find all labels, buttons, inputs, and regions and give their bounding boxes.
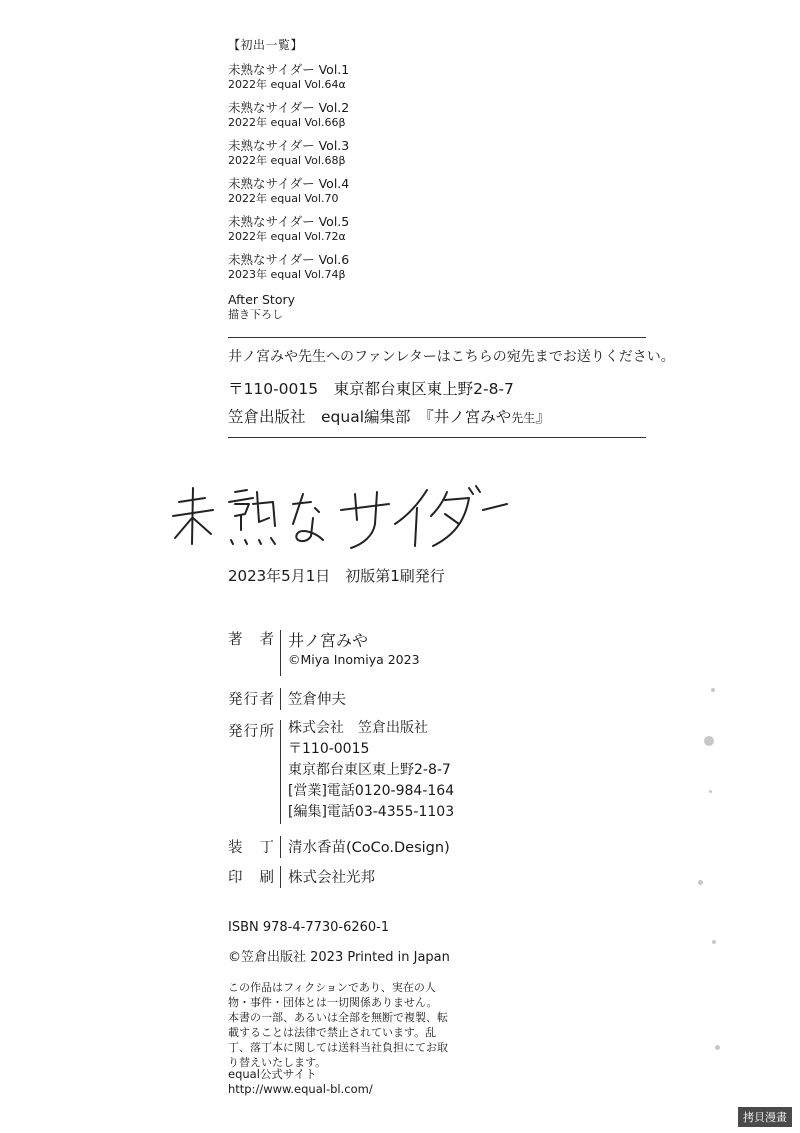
chapter-publication: 2022年 equal Vol.70 (228, 192, 339, 205)
publisher-line: [営業]電話0120-984-164 (288, 783, 455, 799)
list-item (228, 252, 488, 290)
isbn: ISBN 978-4-7730-6260-1 (228, 920, 390, 935)
credit-author (288, 628, 420, 667)
list-item (228, 176, 488, 214)
scan-speck (715, 1045, 720, 1050)
fan-letter-destination (228, 405, 551, 427)
release-date: 2023年5月1日 初版第1刷発行 (228, 567, 445, 585)
scan-speck (704, 736, 714, 746)
fan-letter-destination-main: 笠倉出版社 equal編集部 『井ノ宮みや (228, 408, 512, 426)
chapter-title: 未熟なサイダー Vol.6 (228, 252, 350, 267)
watermark: 拷貝漫畫 (738, 1107, 792, 1127)
fan-letter-destination-close: 』 (535, 408, 551, 426)
title-logo-art (165, 474, 510, 554)
credit-label: 装 丁 (228, 840, 274, 856)
credit-publisher (288, 718, 454, 823)
chapter-title: 未熟なサイダー Vol.2 (228, 100, 350, 115)
credit-label: 著 者 (228, 632, 274, 648)
after-story-note: 描き下ろし (228, 308, 283, 321)
official-site-label: equal公式サイト (228, 1067, 317, 1081)
credit-separator (280, 720, 281, 824)
scan-speck (709, 790, 712, 793)
publisher-line: [編集]電話03-4355-1103 (288, 804, 455, 820)
author-name: 井ノ宮みや (288, 631, 369, 650)
list-item (228, 214, 488, 252)
credit-print: 株式会社光邦 (288, 870, 375, 886)
credit-separator (280, 836, 281, 858)
author-copyright: ©Miya Inomiya 2023 (288, 652, 420, 667)
chapter-title: 未熟なサイダー Vol.3 (228, 138, 350, 153)
scan-speck (698, 880, 703, 885)
title-logo (165, 474, 510, 554)
copyright-line: ©笠倉出版社 2023 Printed in Japan (228, 950, 450, 965)
chapter-publication: 2022年 equal Vol.68β (228, 154, 346, 167)
credit-label: 発行所 (228, 724, 274, 740)
chapter-publication: 2023年 equal Vol.74β (228, 268, 346, 281)
chapter-title: 未熟なサイダー Vol.4 (228, 176, 350, 191)
disclaimer: この作品はフィクションであり、実在の人物・事件・団体とは一切関係ありません。本書の一部、あるいは全部を無断で複製、転載することは法律で禁止されています。乱丁、落丁本に関しては送料当社負担にてお取り替えいたします。 (228, 981, 448, 1069)
chapter-title: 未熟なサイダー Vol.5 (228, 214, 350, 229)
credit-label: 印 刷 (228, 870, 274, 886)
divider-top (228, 337, 646, 338)
list-item (228, 62, 488, 100)
publisher-line: 〒110-0015 (288, 741, 370, 757)
credit-separator (280, 630, 281, 676)
divider-bottom (228, 437, 646, 438)
chapter-publication: 2022年 equal Vol.72α (228, 230, 346, 243)
fan-letter-address: 〒110-0015 東京都台東区東上野2-8-7 (228, 380, 514, 398)
fan-letter-destination-honorific: 先生 (511, 411, 536, 425)
first-appearance-list (228, 62, 488, 330)
scan-speck (711, 688, 715, 692)
first-appearance-heading: 【初出一覧】 (228, 38, 304, 52)
credit-label: 発行者 (228, 692, 274, 708)
publisher-line: 東京都台東区東上野2-8-7 (288, 762, 451, 778)
official-site-url[interactable]: http://www.equal-bl.com/ (228, 1082, 373, 1096)
credit-design: 清水香苗(CoCo.Design) (288, 840, 450, 856)
list-item (228, 138, 488, 176)
after-story-item (228, 292, 488, 330)
chapter-publication: 2022年 equal Vol.66β (228, 116, 346, 129)
fan-letter-note: 井ノ宮みや先生へのファンレターはこちらの宛先までお送りください。 (228, 349, 675, 365)
publisher-line: 株式会社 笠倉出版社 (288, 720, 428, 736)
credit-separator (280, 866, 281, 888)
chapter-publication: 2022年 equal Vol.64α (228, 78, 346, 91)
scan-speck (712, 940, 716, 944)
chapter-title: 未熟なサイダー Vol.1 (228, 62, 350, 77)
list-item (228, 100, 488, 138)
credit-publisher-person: 笠倉伸夫 (288, 692, 346, 708)
credit-separator (280, 688, 281, 710)
after-story-title: After Story (228, 292, 296, 307)
